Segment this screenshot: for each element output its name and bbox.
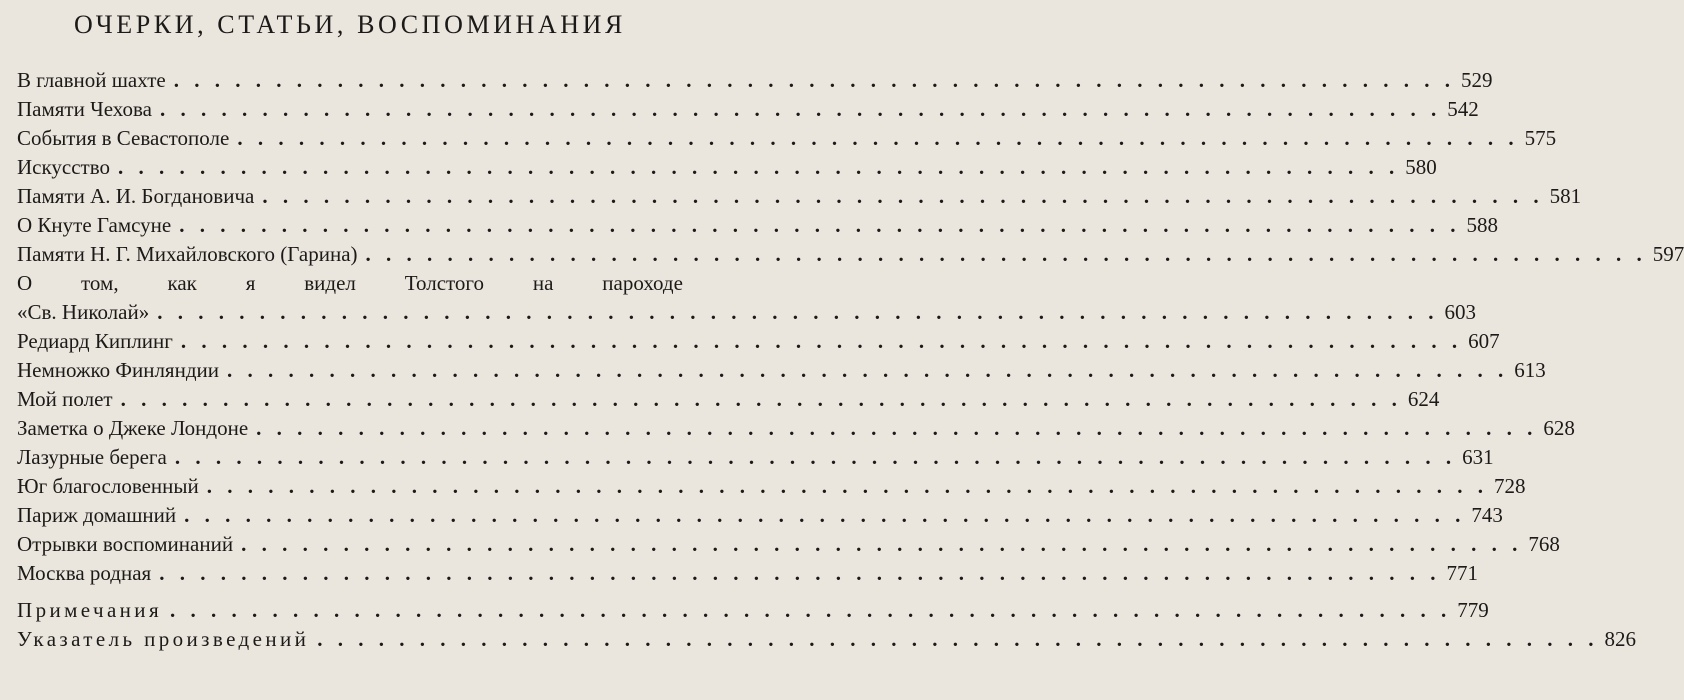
entry-title: Памяти Н. Г. Михайловского (Гарина) xyxy=(17,242,358,266)
dot-leader: . . . . . . . . . . . . . . . . . . . . . . . . . . . . . . . . . . . . . . . . . . . . . . . . . . . . . . . . . . . . . . . xyxy=(170,598,1452,622)
dot-leader: . . . . . . . . . . . . . . . . . . . . . . . . . . . . . . . . . . . . . . . . . . . . . . . . . . . . . . . . . . . . . . . xyxy=(180,329,1463,353)
toc-entry xyxy=(17,443,1494,472)
title-word: О xyxy=(17,271,33,295)
entry-title: В главной шахте xyxy=(17,68,166,92)
dot-leader: . . . . . . . . . . . . . . . . . . . . . . . . . . . . . . . . . . . . . . . . . . . . . . . . . . . . . . . . . . . . . . . xyxy=(227,358,1509,382)
page-number: 542 xyxy=(1447,97,1479,121)
dot-leader: . . . . . . . . . . . . . . . . . . . . . . . . . . . . . . . . . . . . . . . . . . . . . . . . . . . . . . . . . . . . . . . xyxy=(317,627,1599,651)
toc-entry xyxy=(17,559,1478,588)
toc-entry xyxy=(17,124,1557,153)
entry-title: События в Севастополе xyxy=(17,126,230,150)
toc-entry xyxy=(17,211,1498,240)
page-number: 597 xyxy=(1652,242,1684,266)
entry-title: Юг благословенный xyxy=(17,474,199,498)
page-number: 624 xyxy=(1407,387,1440,411)
toc-entry xyxy=(17,414,1575,443)
entry-title: Немножко Финляндии xyxy=(17,358,219,382)
entry-title: Заметка о Джеке Лондоне xyxy=(17,416,249,440)
toc-entry xyxy=(17,472,1526,501)
title-word: на xyxy=(532,271,554,295)
page-number: 743 xyxy=(1471,503,1503,527)
page-number: 768 xyxy=(1528,532,1560,556)
title-word: пароходе xyxy=(602,271,683,295)
toc-entry xyxy=(17,356,1546,385)
toc-entry-index xyxy=(17,625,1636,654)
dot-leader: . . . . . . . . . . . . . . . . . . . . . . . . . . . . . . . . . . . . . . . . . . . . . . . . . . . . . . . . . . . . . . . xyxy=(365,242,1647,266)
dot-leader: . . . . . . . . . . . . . . . . . . . . . . . . . . . . . . . . . . . . . . . . . . . . . . . . . . . . . . . . . . . . . . . xyxy=(159,97,1442,121)
toc-entry-multiline xyxy=(17,269,1476,327)
page-number: 529 xyxy=(1460,68,1493,92)
title-word: Толстого xyxy=(404,271,485,295)
entry-title: Искусство xyxy=(17,155,110,179)
section-gap xyxy=(17,588,683,596)
dot-leader: . . . . . . . . . . . . . . . . . . . . . . . . . . . . . . . . . . . . . . . . . . . . . . . . . . . . . . . . . . . . . . . xyxy=(237,126,1519,150)
dot-leader: . . . . . . . . . . . . . . . . . . . . . . . . . . . . . . . . . . . . . . . . . . . . . . . . . . . . . . . . . . . . . . . xyxy=(241,532,1523,556)
page-number: 575 xyxy=(1524,126,1557,150)
entry-title-line2 xyxy=(17,298,1476,327)
dot-leader: . . . . . . . . . . . . . . . . . . . . . . . . . . . . . . . . . . . . . . . . . . . . . . . . . . . . . . . . . . . . . . . xyxy=(206,474,1489,498)
entry-title: Москва родная xyxy=(17,561,152,585)
dot-leader: . . . . . . . . . . . . . . . . . . . . . . . . . . . . . . . . . . . . . . . . . . . . . . . . . . . . . . . . . . . . . . . xyxy=(157,300,1439,324)
page-number: 581 xyxy=(1549,184,1582,208)
entry-title: Памяти А. И. Богдановича xyxy=(17,184,255,208)
page-number: 779 xyxy=(1457,598,1489,622)
entry-title: Примечания xyxy=(17,598,163,622)
dot-leader: . . . . . . . . . . . . . . . . . . . . . . . . . . . . . . . . . . . . . . . . . . . . . . . . . . . . . . . . . . . . . . . xyxy=(179,213,1461,237)
entry-title: Указатель произведений xyxy=(17,627,310,651)
toc-entry xyxy=(17,66,1493,95)
entry-title: Париж домашний xyxy=(17,503,177,527)
page-number: 628 xyxy=(1543,416,1575,440)
entry-title: О Кнуте Гамсуне xyxy=(17,213,172,237)
entry-title: Редиард Киплинг xyxy=(17,329,173,353)
toc-entry xyxy=(17,501,1503,530)
title-word: как xyxy=(167,271,197,295)
entry-title-line1 xyxy=(17,269,683,298)
page-number: 607 xyxy=(1468,329,1500,353)
page-number: 631 xyxy=(1462,445,1494,469)
page-number: 580 xyxy=(1405,155,1437,179)
title-word: я xyxy=(245,271,256,295)
entry-title: «Св. Николай» xyxy=(17,300,150,324)
page-number: 826 xyxy=(1604,627,1636,651)
page-number: 613 xyxy=(1514,358,1546,382)
dot-leader: . . . . . . . . . . . . . . . . . . . . . . . . . . . . . . . . . . . . . . . . . . . . . . . . . . . . . . . . . . . . . . . xyxy=(256,416,1538,440)
title-word: видел xyxy=(304,271,356,295)
dot-leader: . . . . . . . . . . . . . . . . . . . . . . . . . . . . . . . . . . . . . . . . . . . . . . . . . . . . . . . . . . . . . . . xyxy=(262,184,1544,208)
page-number: 588 xyxy=(1466,213,1498,237)
toc-entry xyxy=(17,240,1684,269)
toc-entry xyxy=(17,153,1437,182)
entry-title: Памяти Чехова xyxy=(17,97,152,121)
page-number: 728 xyxy=(1494,474,1526,498)
section-heading: ОЧЕРКИ, СТАТЬИ, ВОСПОМИНАНИЯ xyxy=(74,10,626,39)
dot-leader: . . . . . . . . . . . . . . . . . . . . . . . . . . . . . . . . . . . . . . . . . . . . . . . . . . . . . . . . . . . . . . . xyxy=(174,445,1457,469)
toc-entry xyxy=(17,327,1500,356)
entry-title: Мой полет xyxy=(17,387,113,411)
toc-entry-notes xyxy=(17,596,1489,625)
dot-leader: . . . . . . . . . . . . . . . . . . . . . . . . . . . . . . . . . . . . . . . . . . . . . . . . . . . . . . . . . . . . . . . xyxy=(184,503,1466,527)
dot-leader: . . . . . . . . . . . . . . . . . . . . . . . . . . . . . . . . . . . . . . . . . . . . . . . . . . . . . . . . . . . . . . . xyxy=(117,155,1400,179)
dot-leader: . . . . . . . . . . . . . . . . . . . . . . . . . . . . . . . . . . . . . . . . . . . . . . . . . . . . . . . . . . . . . . . xyxy=(173,68,1455,92)
toc-entry xyxy=(17,95,1479,124)
entry-title: Отрывки воспоминаний xyxy=(17,532,234,556)
dot-leader: . . . . . . . . . . . . . . . . . . . . . . . . . . . . . . . . . . . . . . . . . . . . . . . . . . . . . . . . . . . . . . . xyxy=(159,561,1441,585)
title-word: том, xyxy=(81,271,119,295)
toc-entry xyxy=(17,182,1582,211)
table-of-contents xyxy=(17,66,1684,654)
page-number: 771 xyxy=(1446,561,1478,585)
toc-entry xyxy=(17,385,1440,414)
dot-leader: . . . . . . . . . . . . . . . . . . . . . . . . . . . . . . . . . . . . . . . . . . . . . . . . . . . . . . . . . . . . . . . xyxy=(120,387,1402,411)
page-number: 603 xyxy=(1444,300,1476,324)
toc-entry xyxy=(17,530,1560,559)
entry-title: Лазурные берега xyxy=(17,445,167,469)
